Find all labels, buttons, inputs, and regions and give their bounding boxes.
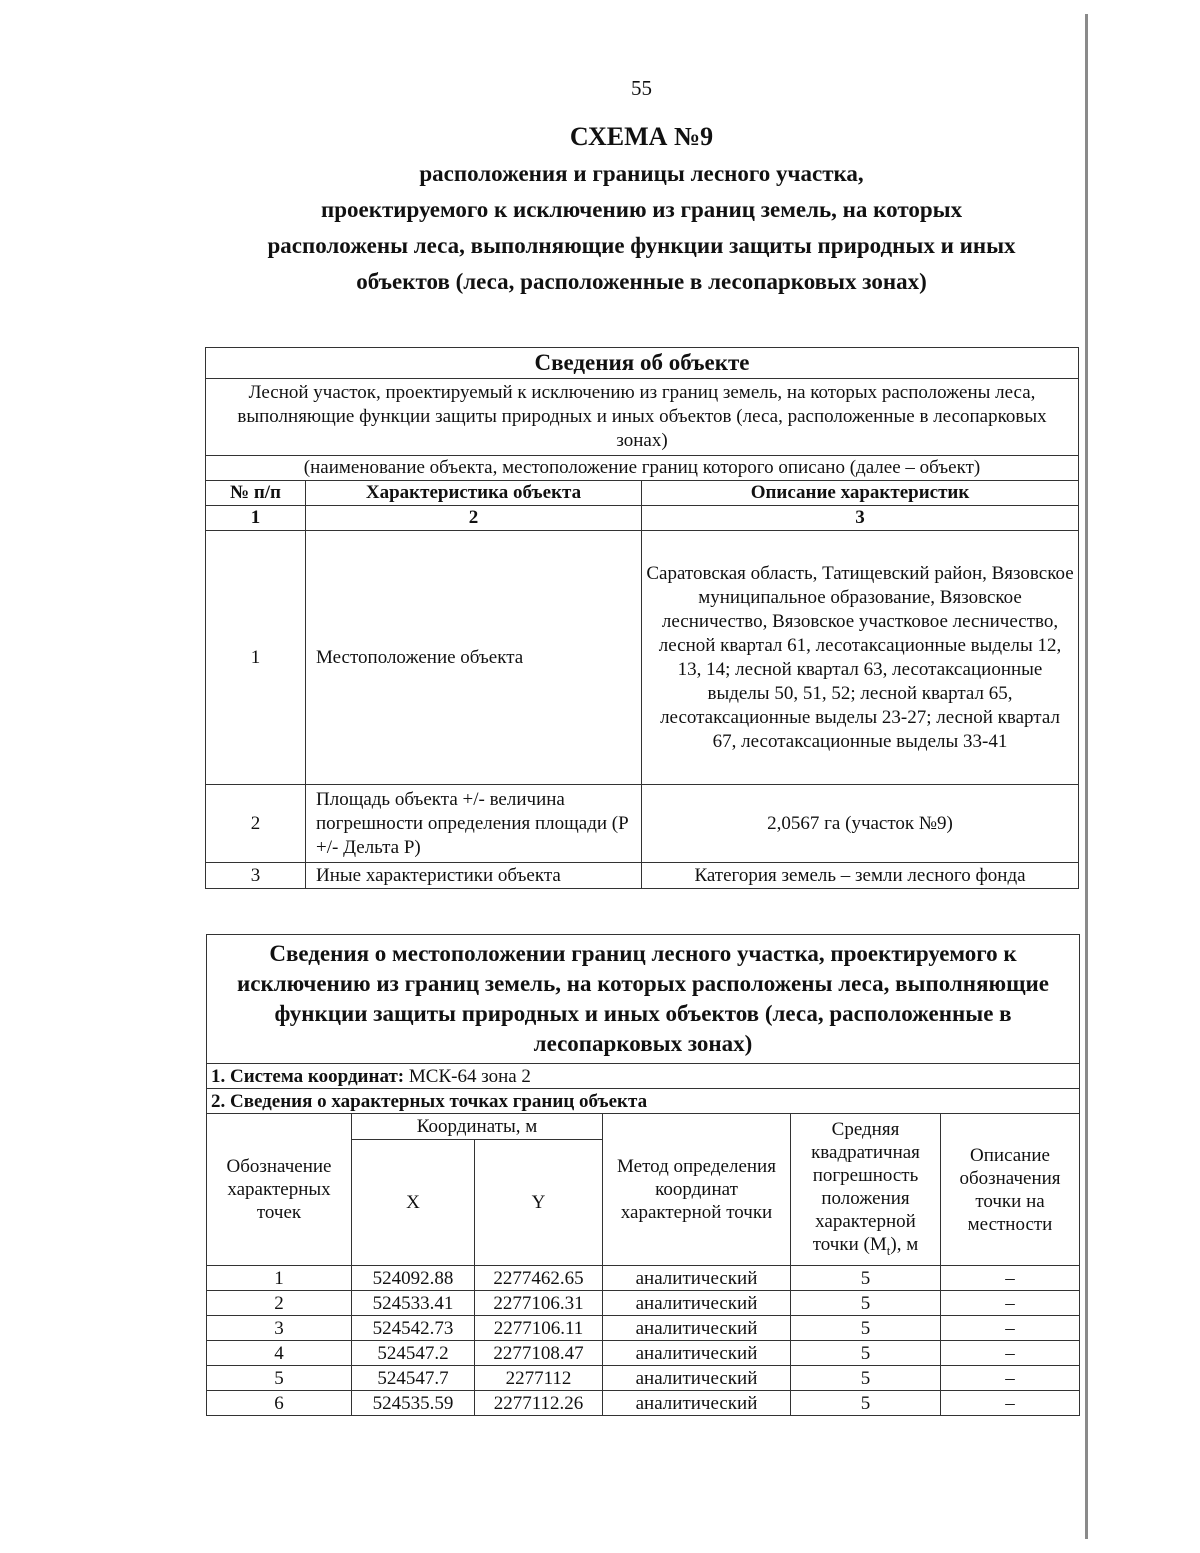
column-header: Описание характеристик (642, 481, 1079, 506)
point-x: 524535.59 (352, 1391, 475, 1416)
object-name-note: (наименование объекта, местоположение границ которого описано (далее – объект) (206, 456, 1079, 481)
characteristic-cell: Местоположение объекта (306, 531, 642, 785)
point-x: 524542.73 (352, 1316, 475, 1341)
point-y: 2277462.65 (475, 1266, 603, 1291)
characteristic-cell: Иные характеристики объекта (306, 863, 642, 889)
point-x: 524533.41 (352, 1291, 475, 1316)
characteristic-cell: Площадь объекта +/- величина погрешности определения площади (Р +/- Дельта Р) (306, 785, 642, 863)
table-row (206, 863, 1079, 889)
point-id: 3 (207, 1316, 352, 1341)
point-description: – (941, 1266, 1080, 1291)
boundary-heading: Сведения о местоположении границ лесного участка, проектируемого к исключению из границ земель, на которых расположены леса, выполняющие функции защиты природных и иных объектов (леса, расположенные в лесопарковых зонах) (207, 935, 1080, 1064)
page-edge-line (1085, 14, 1088, 1539)
title-line: проектируемого к исключению из границ земель, на которых (320, 197, 963, 222)
coordinate-system-value: МСК-64 зона 2 (408, 1065, 531, 1087)
points-heading: 2. Сведения о характерных точках границ объекта (207, 1089, 1080, 1114)
point-x: 524547.7 (352, 1366, 475, 1391)
boundary-coordinates-table (206, 934, 1080, 1416)
table-row (207, 1266, 1080, 1291)
point-description: – (941, 1366, 1080, 1391)
row-number: 2 (206, 785, 306, 863)
point-description: – (941, 1391, 1080, 1416)
column-header-y: Y (475, 1140, 603, 1266)
column-number: 2 (306, 506, 642, 531)
point-method: аналитический (603, 1366, 791, 1391)
object-info-heading: Сведения об объекте (206, 348, 1079, 379)
table-row (206, 531, 1079, 785)
point-method: аналитический (603, 1291, 791, 1316)
column-number: 3 (642, 506, 1079, 531)
title-line: объектов (леса, расположенные в лесопарковых зонах) (356, 269, 927, 294)
point-error: 5 (791, 1266, 941, 1291)
table-row (207, 1341, 1080, 1366)
column-header-description: Описание обозначения точки на местности (941, 1114, 1080, 1266)
table-row (207, 1316, 1080, 1341)
column-header-point: Обозначение характерных точек (207, 1114, 352, 1266)
point-method: аналитический (603, 1341, 791, 1366)
point-y: 2277108.47 (475, 1341, 603, 1366)
coordinate-system (207, 1064, 1080, 1089)
title-main: СХЕМА №9 (569, 122, 714, 151)
point-error: 5 (791, 1291, 941, 1316)
table-row (207, 1366, 1080, 1391)
point-method: аналитический (603, 1391, 791, 1416)
object-name: Лесной участок, проектируемый к исключению из границ земель, на которых расположены леса, выполняющие функции защиты природных и иных объектов (леса, расположенные в лесопарковых зонах) (206, 379, 1079, 456)
title-line: расположения и границы лесного участка, (419, 161, 864, 186)
title-block (200, 118, 1083, 300)
title-line: расположены леса, выполняющие функции защиты природных и иных (267, 233, 1016, 258)
row-number: 3 (206, 863, 306, 889)
point-id: 1 (207, 1266, 352, 1291)
column-number: 1 (206, 506, 306, 531)
point-id: 5 (207, 1366, 352, 1391)
table-row (207, 1391, 1080, 1416)
column-header: Характеристика объекта (306, 481, 642, 506)
point-id: 2 (207, 1291, 352, 1316)
description-cell: 2,0567 га (участок №9) (642, 785, 1079, 863)
point-id: 4 (207, 1341, 352, 1366)
column-header-coords: Координаты, м (352, 1114, 603, 1140)
description-cell: Категория земель – земли лесного фонда (642, 863, 1079, 889)
point-y: 2277106.31 (475, 1291, 603, 1316)
point-error: 5 (791, 1366, 941, 1391)
point-description: – (941, 1291, 1080, 1316)
column-header-error: Средняя квадратичная погрешность положения характерной точки $(M_t)$, м (791, 1114, 941, 1266)
coordinate-system-label: 1. Система координат: (211, 1065, 405, 1087)
point-x: 524547.2 (352, 1341, 475, 1366)
point-error: 5 (791, 1391, 941, 1416)
point-x: 524092.88 (352, 1266, 475, 1291)
page-number: 55 (631, 76, 652, 100)
point-y: 2277112.26 (475, 1391, 603, 1416)
point-description: – (941, 1316, 1080, 1341)
point-description: – (941, 1341, 1080, 1366)
point-y: 2277106.11 (475, 1316, 603, 1341)
row-number: 1 (206, 531, 306, 785)
object-info-table (205, 347, 1079, 889)
point-error: 5 (791, 1316, 941, 1341)
point-method: аналитический (603, 1266, 791, 1291)
column-header-x: X (352, 1140, 475, 1266)
description-cell: Саратовская область, Татищевский район, Вязовское муниципальное образование, Вязовское лесничество, Вязовское участковое лесничество, лесной квартал 61, лесотаксационные выделы 12, 13, 14; лесной квартал 63, лесотаксационные выделы 50, 51, 52; лесной квартал 65, лесотаксационные выделы 23-27; лесной квартал 67, лесотаксационные выделы 33-41 (642, 531, 1079, 785)
column-header-method: Метод определения координат характерной точки (603, 1114, 791, 1266)
point-y: 2277112 (475, 1366, 603, 1391)
column-header: № п/п (206, 481, 306, 506)
table-row (206, 785, 1079, 863)
point-error: 5 (791, 1341, 941, 1366)
point-method: аналитический (603, 1316, 791, 1341)
table-row (207, 1291, 1080, 1316)
point-id: 6 (207, 1391, 352, 1416)
